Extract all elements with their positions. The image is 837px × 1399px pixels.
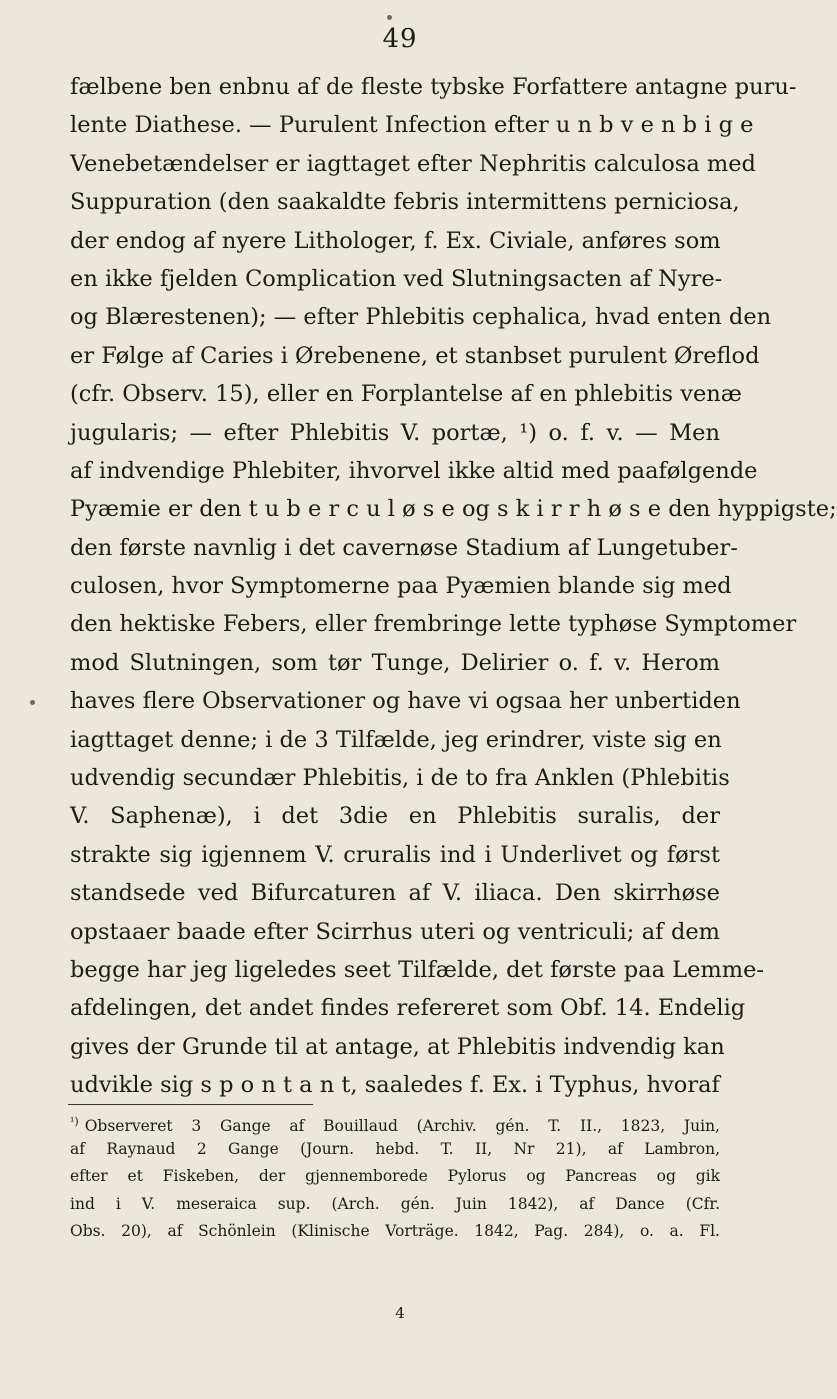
- footnote-divider: [68, 1104, 313, 1105]
- text-line: fælbene ben enbnu af de fleste tybske Forfattere antagne puru-: [70, 74, 797, 100]
- ink-speck: [30, 700, 35, 705]
- text-line: (cfr. Observ. 15), eller en Forplantelse af en phlebitis venæ: [70, 381, 742, 408]
- text-line: af indvendige Phlebiter, ihvorvel ikke altid med paafølgende: [70, 457, 758, 484]
- text-line: udvendig secundær Phlebitis, i de to fra Anklen (Phlebitis: [70, 765, 730, 792]
- text-line: Pyæmie er den t u b e r c u l ø s e og s k i r r h ø s e den hyppigste;: [70, 496, 837, 523]
- text-line: culosen, hvor Symptomerne paa Pyæmien blande sig med: [70, 573, 732, 600]
- text-line: opstaaer baade efter Scirrhus uteri og ventriculi; af dem: [70, 918, 720, 945]
- text-line: der endog af nyere Lithologer, f. Ex. Civiale, anføres som: [70, 227, 721, 254]
- text-line: begge har jeg ligeledes seet Tilfælde, det første paa Lemme-: [70, 956, 764, 983]
- text-line: mod Slutningen, som tør Tunge, Delirier o. f. v. Herom: [70, 649, 720, 676]
- signature-mark: 4: [395, 1304, 405, 1322]
- footnote-marker: ¹): [70, 1115, 79, 1128]
- footnote-line: Obs. 20), af Schönlein (Klinische Vorträge. 1842, Pag. 284), o. a. Fl.: [70, 1222, 720, 1240]
- footnote-line: af Raynaud 2 Gange (Journ. hebd. T. II, Nr 21), af Lambron,: [70, 1139, 720, 1158]
- footnote-line: efter et Fiskeben, der gjennemborede Pylorus og Pancreas og gik: [70, 1167, 720, 1185]
- footnote-line: [70, 1108, 720, 1136]
- text-line: lente Diathese. — Purulent Infection efter u n b v e n b i g e: [70, 112, 754, 139]
- text-line: afdelingen, det andet findes refereret som Obf. 14. Endelig: [70, 995, 746, 1022]
- text-line: en ikke fjelden Complication ved Slutningsacten af Nyre-: [70, 265, 723, 292]
- footnote: [70, 1108, 720, 1246]
- text-line: V. Saphenæ), i det 3die en Phlebitis suralis, der: [70, 803, 720, 830]
- footnote-text: Observeret 3 Gange af Bouillaud (Archiv. gén. T. II., 1823, Juin,: [84, 1117, 720, 1135]
- text-line: standsede ved Bifurcaturen af V. iliaca. Den skirrhøse: [70, 880, 720, 907]
- text-line: jugularis; — efter Phlebitis V. portæ, ¹) o. f. v. — Men: [70, 419, 720, 446]
- ink-speck: [387, 15, 392, 20]
- text-line: strakte sig igjennem V. cruralis ind i Underlivet og først: [70, 841, 720, 868]
- text-line: Venebetændelser er iagttaget efter Nephritis calculosa med: [70, 150, 756, 177]
- text-line: iagttaget denne; i de 3 Tilfælde, jeg erindrer, viste sig en: [70, 726, 722, 753]
- text-line: den første navnlig i det cavernøse Stadium af Lungetuber-: [70, 534, 738, 561]
- text-line: den hektiske Febers, eller frembringe lette typhøse Symptomer: [70, 611, 797, 638]
- text-line: haves flere Observationer og have vi ogsaa her unbertiden: [70, 688, 741, 715]
- page-number: 49: [382, 24, 418, 54]
- text-line: gives der Grunde til at antage, at Phlebitis indvendig kan: [70, 1033, 725, 1060]
- text-line: er Følge af Caries i Ørebenene, et stanbset purulent Øreflod: [70, 342, 760, 369]
- footnote-line: ind i V. meseraica sup. (Arch. gén. Juin 1842), af Dance (Cfr.: [70, 1194, 720, 1213]
- text-line: og Blærestenen); — efter Phlebitis cephalica, hvad enten den: [70, 304, 772, 331]
- text-line: udvikle sig s p o n t a n t, saaledes f. Ex. i Typhus, hvoraf: [70, 1072, 720, 1099]
- text-line: Suppuration (den saakaldte febris intermittens perniciosa,: [70, 189, 740, 216]
- body-text: [70, 68, 837, 1105]
